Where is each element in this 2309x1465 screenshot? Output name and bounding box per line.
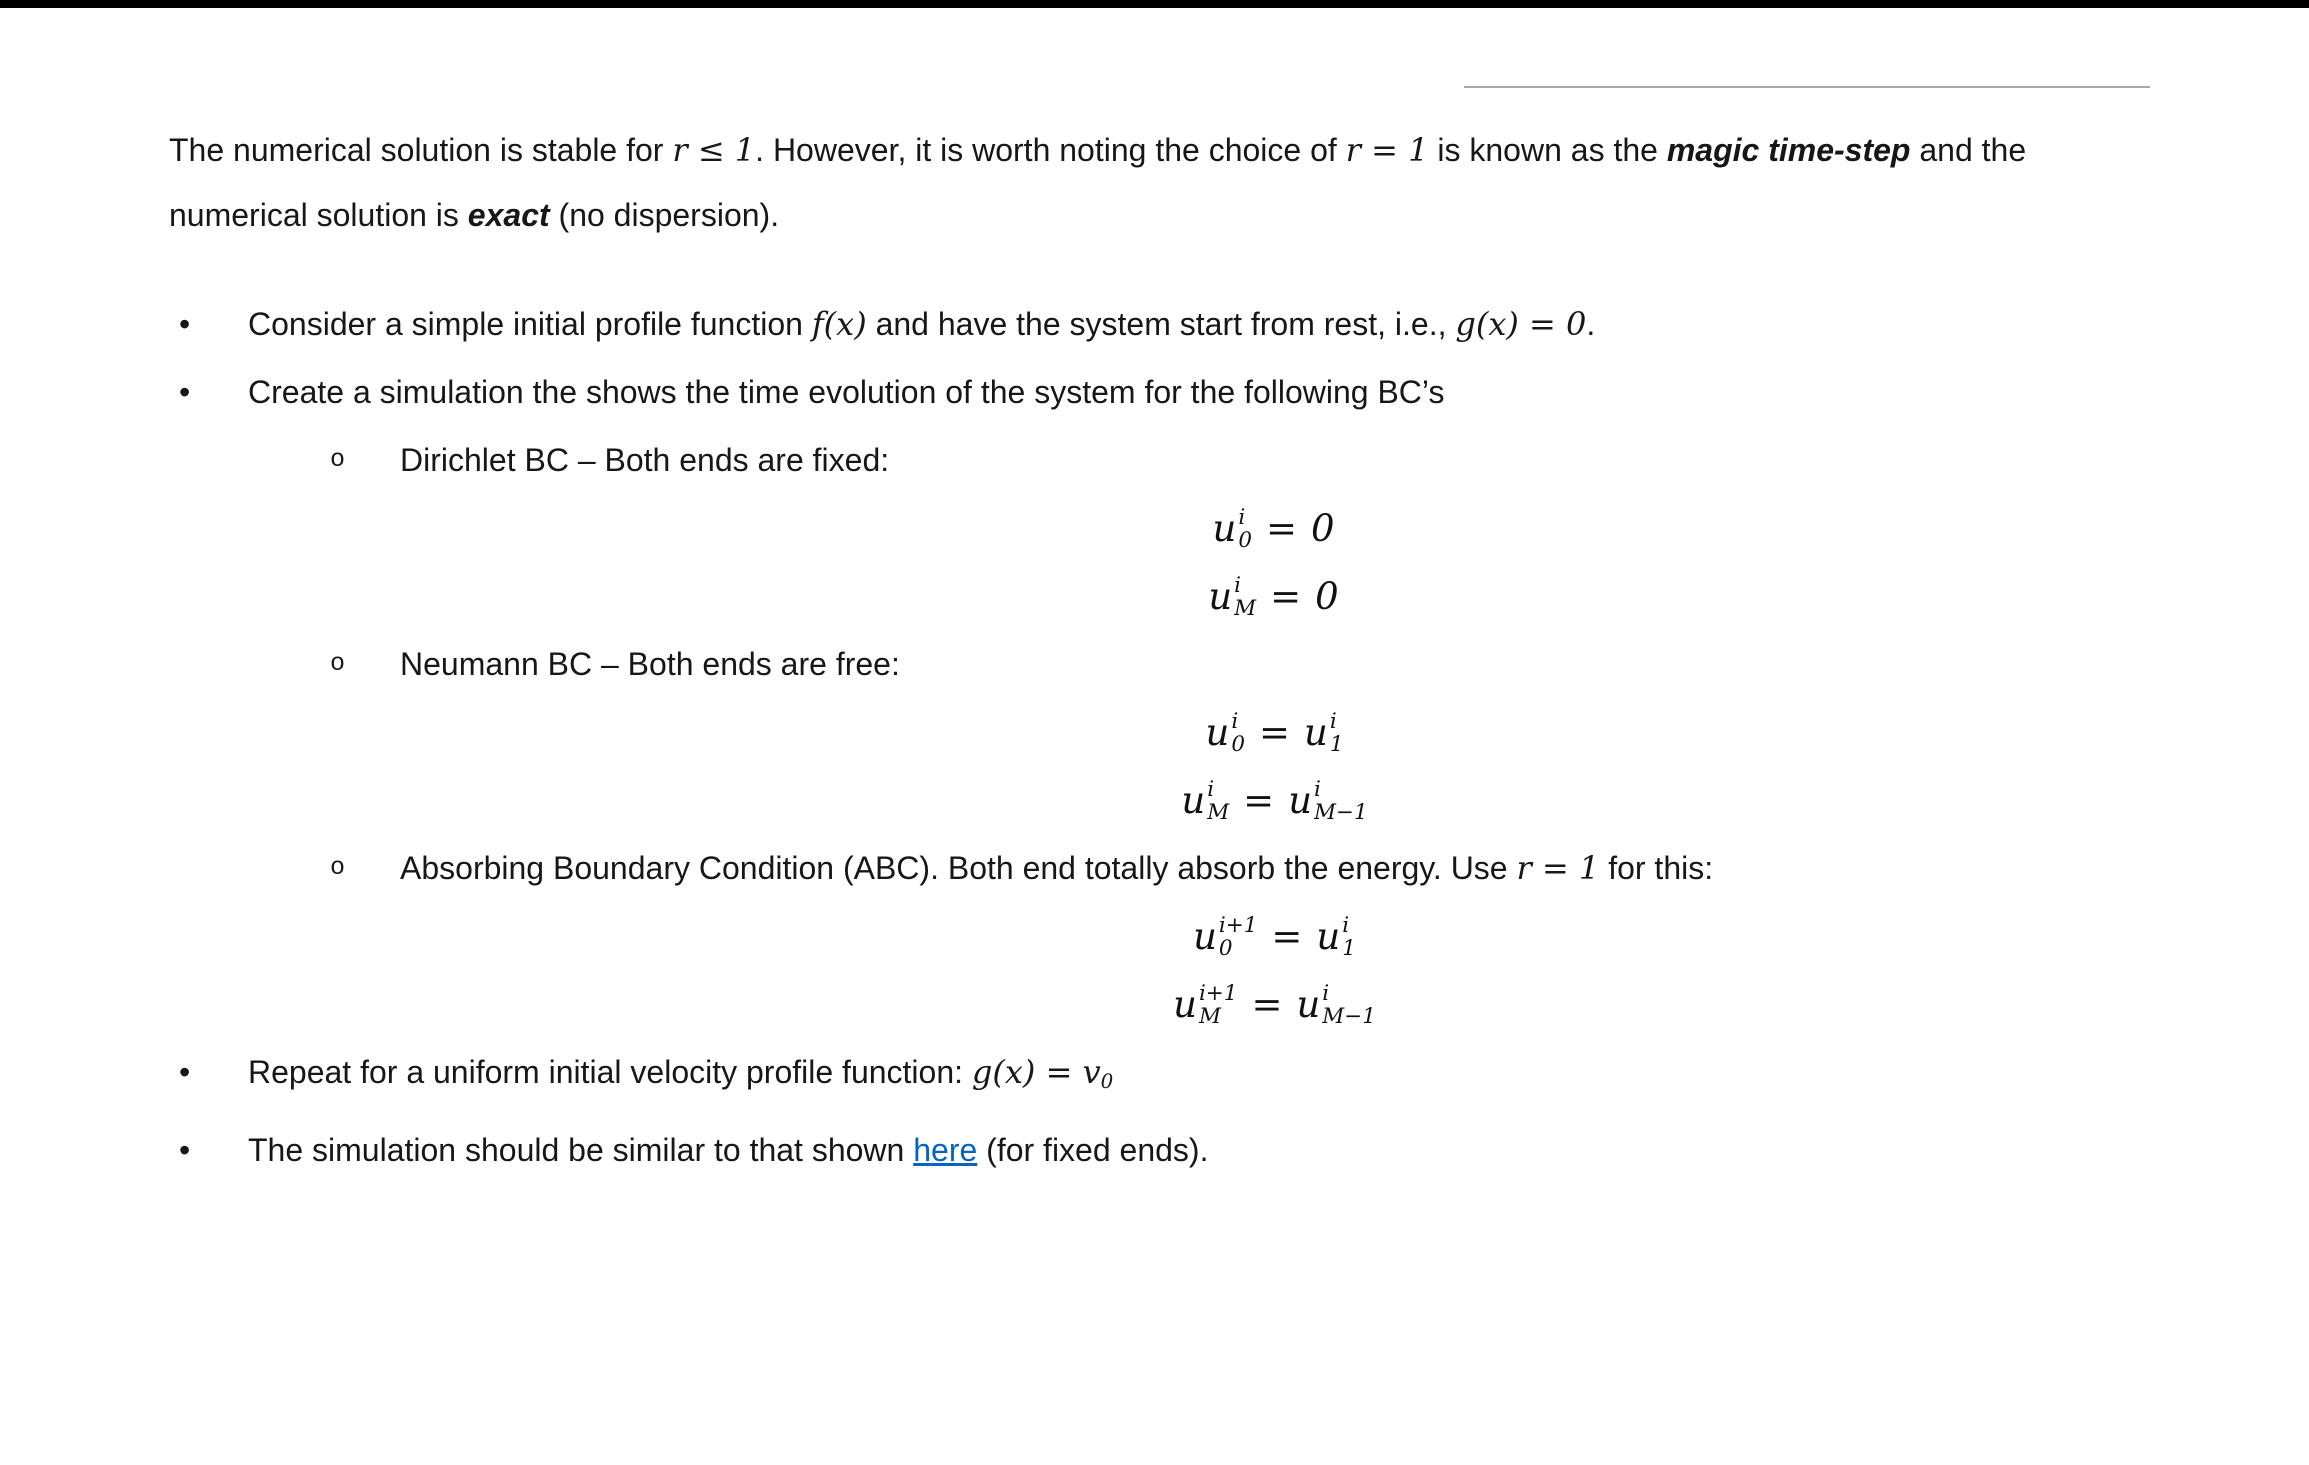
- text-segment: f(x): [811, 305, 867, 343]
- equation-scripts: [1207, 778, 1229, 824]
- equation-lhs: [1181, 777, 1229, 823]
- equation-scripts: [1342, 914, 1356, 960]
- circle-marker: o: [330, 853, 346, 882]
- bullet-text: [248, 290, 2140, 358]
- equation-superscript: i: [1322, 980, 1330, 1006]
- text-segment: The simulation should be similar to that shown: [248, 1131, 914, 1168]
- equation-dirichlet-1: [409, 494, 2140, 562]
- hyperlink-here[interactable]: here: [913, 1131, 978, 1168]
- equation-superscript: i: [1207, 776, 1215, 802]
- equation-base: u: [1181, 778, 1206, 822]
- equation-superscript: i: [1231, 708, 1239, 734]
- equation-rhs: [1315, 575, 1341, 618]
- equation-dirichlet-2: [409, 562, 2140, 630]
- sub-item-text: [400, 426, 2140, 494]
- equation-subscript: 0: [1238, 528, 1252, 553]
- equation-scripts: [1234, 574, 1256, 620]
- bullet-item-repeat: [169, 1038, 2140, 1116]
- text-segment: g(x) = v: [971, 1053, 1101, 1091]
- equation-subscript: 0: [1231, 732, 1245, 757]
- equation-abc-2: [409, 970, 2140, 1038]
- equals-sign: =: [1243, 778, 1275, 822]
- text-segment: The numerical solution is stable for: [169, 132, 673, 168]
- text-segment: (for fixed ends).: [977, 1131, 1209, 1168]
- equation-rhs: [1296, 981, 1375, 1027]
- sub-item-text: [400, 630, 2140, 698]
- equation-block-abc: [409, 902, 2140, 1038]
- intro-paragraph: [169, 118, 2140, 248]
- bullet-item-simulation: [169, 1116, 2140, 1184]
- equation-base: u: [1205, 710, 1230, 754]
- bullet-marker: •: [179, 306, 191, 342]
- bullet-item-consider: [169, 290, 2140, 358]
- sub-item-neumann: [169, 630, 2140, 698]
- equation-lhs: [1193, 913, 1257, 959]
- text-segment: 0: [1100, 1069, 1114, 1093]
- bullet-text: [248, 358, 2140, 426]
- bullet-marker: •: [179, 374, 191, 410]
- equation-scripts: [1219, 914, 1258, 960]
- equation-superscript: i: [1329, 708, 1337, 734]
- sub-item-dirichlet: [169, 426, 2140, 494]
- equals-sign: =: [1265, 506, 1297, 550]
- equation-scripts: [1238, 506, 1252, 552]
- text-segment: is known as the: [1428, 132, 1667, 168]
- equation-base: 0: [1315, 574, 1339, 618]
- equation-superscript: i: [1234, 572, 1242, 598]
- text-segment: Create a simulation the shows the time evolution of the system for the following BC’s: [248, 374, 1445, 410]
- text-segment: Repeat for a uniform initial velocity profile function:: [248, 1054, 972, 1090]
- bullet-marker: •: [179, 1054, 191, 1090]
- text-segment: Absorbing Boundary Condition (ABC). Both end totally absorb the energy. Use: [400, 850, 1517, 886]
- text-segment: and the numerical solution is: [169, 132, 2027, 233]
- equation-base: u: [1288, 778, 1313, 822]
- equation-scripts: [1199, 982, 1238, 1028]
- equation-subscript: 1: [1342, 936, 1356, 961]
- bullet-marker: •: [179, 1131, 191, 1168]
- equation-base: u: [1212, 506, 1237, 550]
- equals-sign: =: [1270, 574, 1302, 618]
- equation-subscript: M: [1234, 596, 1257, 621]
- equation-neumann-2: [409, 766, 2140, 834]
- equation-scripts: [1314, 778, 1368, 824]
- text-segment: Consider a simple initial profile function: [248, 306, 812, 342]
- equation-base: u: [1316, 914, 1341, 958]
- equation-block-neumann: [409, 698, 2140, 834]
- equation-scripts: [1330, 710, 1344, 756]
- equation-lhs: [1173, 981, 1237, 1027]
- equation-neumann-1: [409, 698, 2140, 766]
- equation-base: u: [1304, 710, 1328, 754]
- equation-rhs: [1288, 777, 1367, 823]
- text-segment: .: [1586, 306, 1596, 342]
- bullet-list: [169, 290, 2140, 1184]
- equation-superscript: i: [1342, 912, 1350, 938]
- equation-superscript: i+1: [1218, 912, 1258, 938]
- equation-lhs: [1205, 709, 1245, 755]
- equation-lhs: [1212, 505, 1252, 551]
- equation-base: u: [1296, 982, 1321, 1026]
- equals-sign: =: [1271, 914, 1303, 958]
- equation-base: u: [1173, 982, 1197, 1026]
- equation-superscript: i: [1314, 776, 1321, 802]
- equation-subscript: 0: [1218, 936, 1233, 961]
- equation-rhs: [1316, 913, 1356, 959]
- circle-marker: o: [330, 649, 346, 678]
- text-segment: g(x) = 0: [1455, 305, 1587, 343]
- text-segment: magic time-step: [1666, 132, 1911, 168]
- equation-lhs: [1208, 573, 1256, 619]
- equation-subscript: 1: [1329, 732, 1344, 757]
- text-segment: for this:: [1599, 850, 1714, 886]
- text-segment: Neumann BC – Both ends are free:: [400, 646, 900, 682]
- text-segment: . However, it is worth noting the choice of: [755, 132, 1346, 168]
- equation-subscript: M−1: [1322, 1004, 1376, 1029]
- bullet-text: [248, 1116, 2140, 1184]
- bullet-item-create: [169, 358, 2140, 426]
- equation-subscript: M: [1198, 1004, 1221, 1029]
- equation-scripts: [1231, 710, 1245, 756]
- equation-block-dirichlet: [409, 494, 2140, 630]
- circle-marker: o: [330, 445, 346, 474]
- equation-rhs: [1304, 709, 1344, 755]
- text-segment: r = 1: [1345, 131, 1429, 169]
- equation-base: 0: [1310, 506, 1335, 550]
- bullet-text: [248, 1038, 2140, 1116]
- sub-item-abc: [169, 834, 2140, 902]
- equals-sign: =: [1258, 710, 1290, 754]
- sub-item-text: [400, 834, 2140, 902]
- text-segment: (no dispersion).: [549, 197, 780, 233]
- equation-base: u: [1208, 574, 1233, 618]
- equation-subscript: M−1: [1314, 800, 1368, 825]
- equation-rhs: [1311, 507, 1337, 550]
- equation-scripts: [1322, 982, 1376, 1028]
- text-segment: exact: [467, 197, 550, 233]
- text-segment: and have the system start from rest, i.e.,: [866, 306, 1456, 342]
- equals-sign: =: [1251, 982, 1283, 1026]
- text-segment: r = 1: [1516, 849, 1600, 887]
- equation-abc-1: [409, 902, 2140, 970]
- text-segment: Dirichlet BC – Both ends are fixed:: [400, 442, 890, 478]
- equation-base: u: [1193, 914, 1217, 958]
- equation-superscript: i: [1238, 504, 1246, 530]
- equation-superscript: i+1: [1198, 980, 1238, 1006]
- text-segment: r ≤ 1: [672, 131, 756, 169]
- equation-subscript: M: [1207, 800, 1230, 825]
